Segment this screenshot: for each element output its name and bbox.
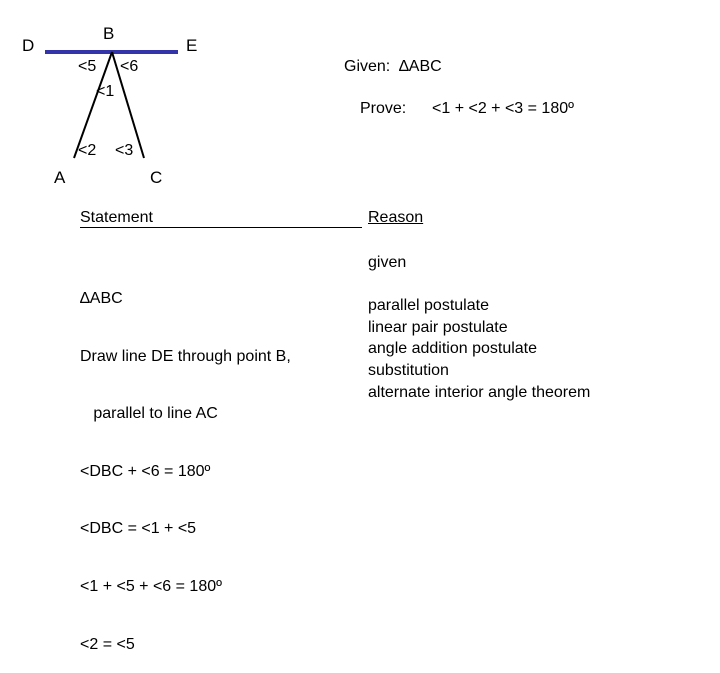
point-label-d: D — [22, 36, 35, 55]
reason-line: given — [368, 254, 407, 271]
statement-line: <DBC = <1 + <5 — [80, 520, 197, 538]
prove-value: <1 + <2 + <3 = 180º — [432, 100, 574, 117]
statement-line: ∆ABC — [80, 290, 123, 307]
point-label-c: C — [150, 168, 163, 187]
statement-line: <DBC + <6 = 180º — [80, 462, 211, 480]
point-label-a: A — [54, 168, 66, 187]
statements-column — [80, 252, 291, 673]
point-label-b: B — [103, 24, 115, 43]
statement-line: <1 + <5 + <6 = 180º — [80, 577, 222, 595]
reason-line: parallel postulate — [368, 297, 489, 315]
reason-line — [368, 274, 590, 296]
angle-label-3: <3 — [115, 142, 134, 159]
given-label: Given: — [344, 58, 391, 75]
statement-line: Draw line DE through point B, — [80, 347, 291, 365]
angle-label-5: <5 — [78, 58, 97, 75]
statement-line: <2 = <5 — [80, 635, 135, 653]
reason-header: Reason — [368, 209, 424, 226]
reasons-column — [368, 252, 590, 403]
point-label-e: E — [186, 36, 198, 55]
reason-line: linear pair postulate — [368, 318, 508, 336]
angle-label-2: <2 — [78, 142, 97, 159]
statement-header-text: Statement — [80, 209, 153, 226]
reason-line: substitution — [368, 361, 449, 379]
angle-label-1: <1 — [96, 83, 115, 100]
reason-line: alternate interior angle theorem — [368, 383, 591, 401]
angle-label-6: <6 — [120, 58, 139, 75]
given-value: ∆ABC — [399, 58, 442, 75]
prove-label: Prove: — [360, 100, 407, 117]
statement-header — [80, 209, 362, 228]
statement-line: parallel to line AC — [80, 405, 218, 423]
reason-line: angle addition postulate — [368, 340, 538, 358]
